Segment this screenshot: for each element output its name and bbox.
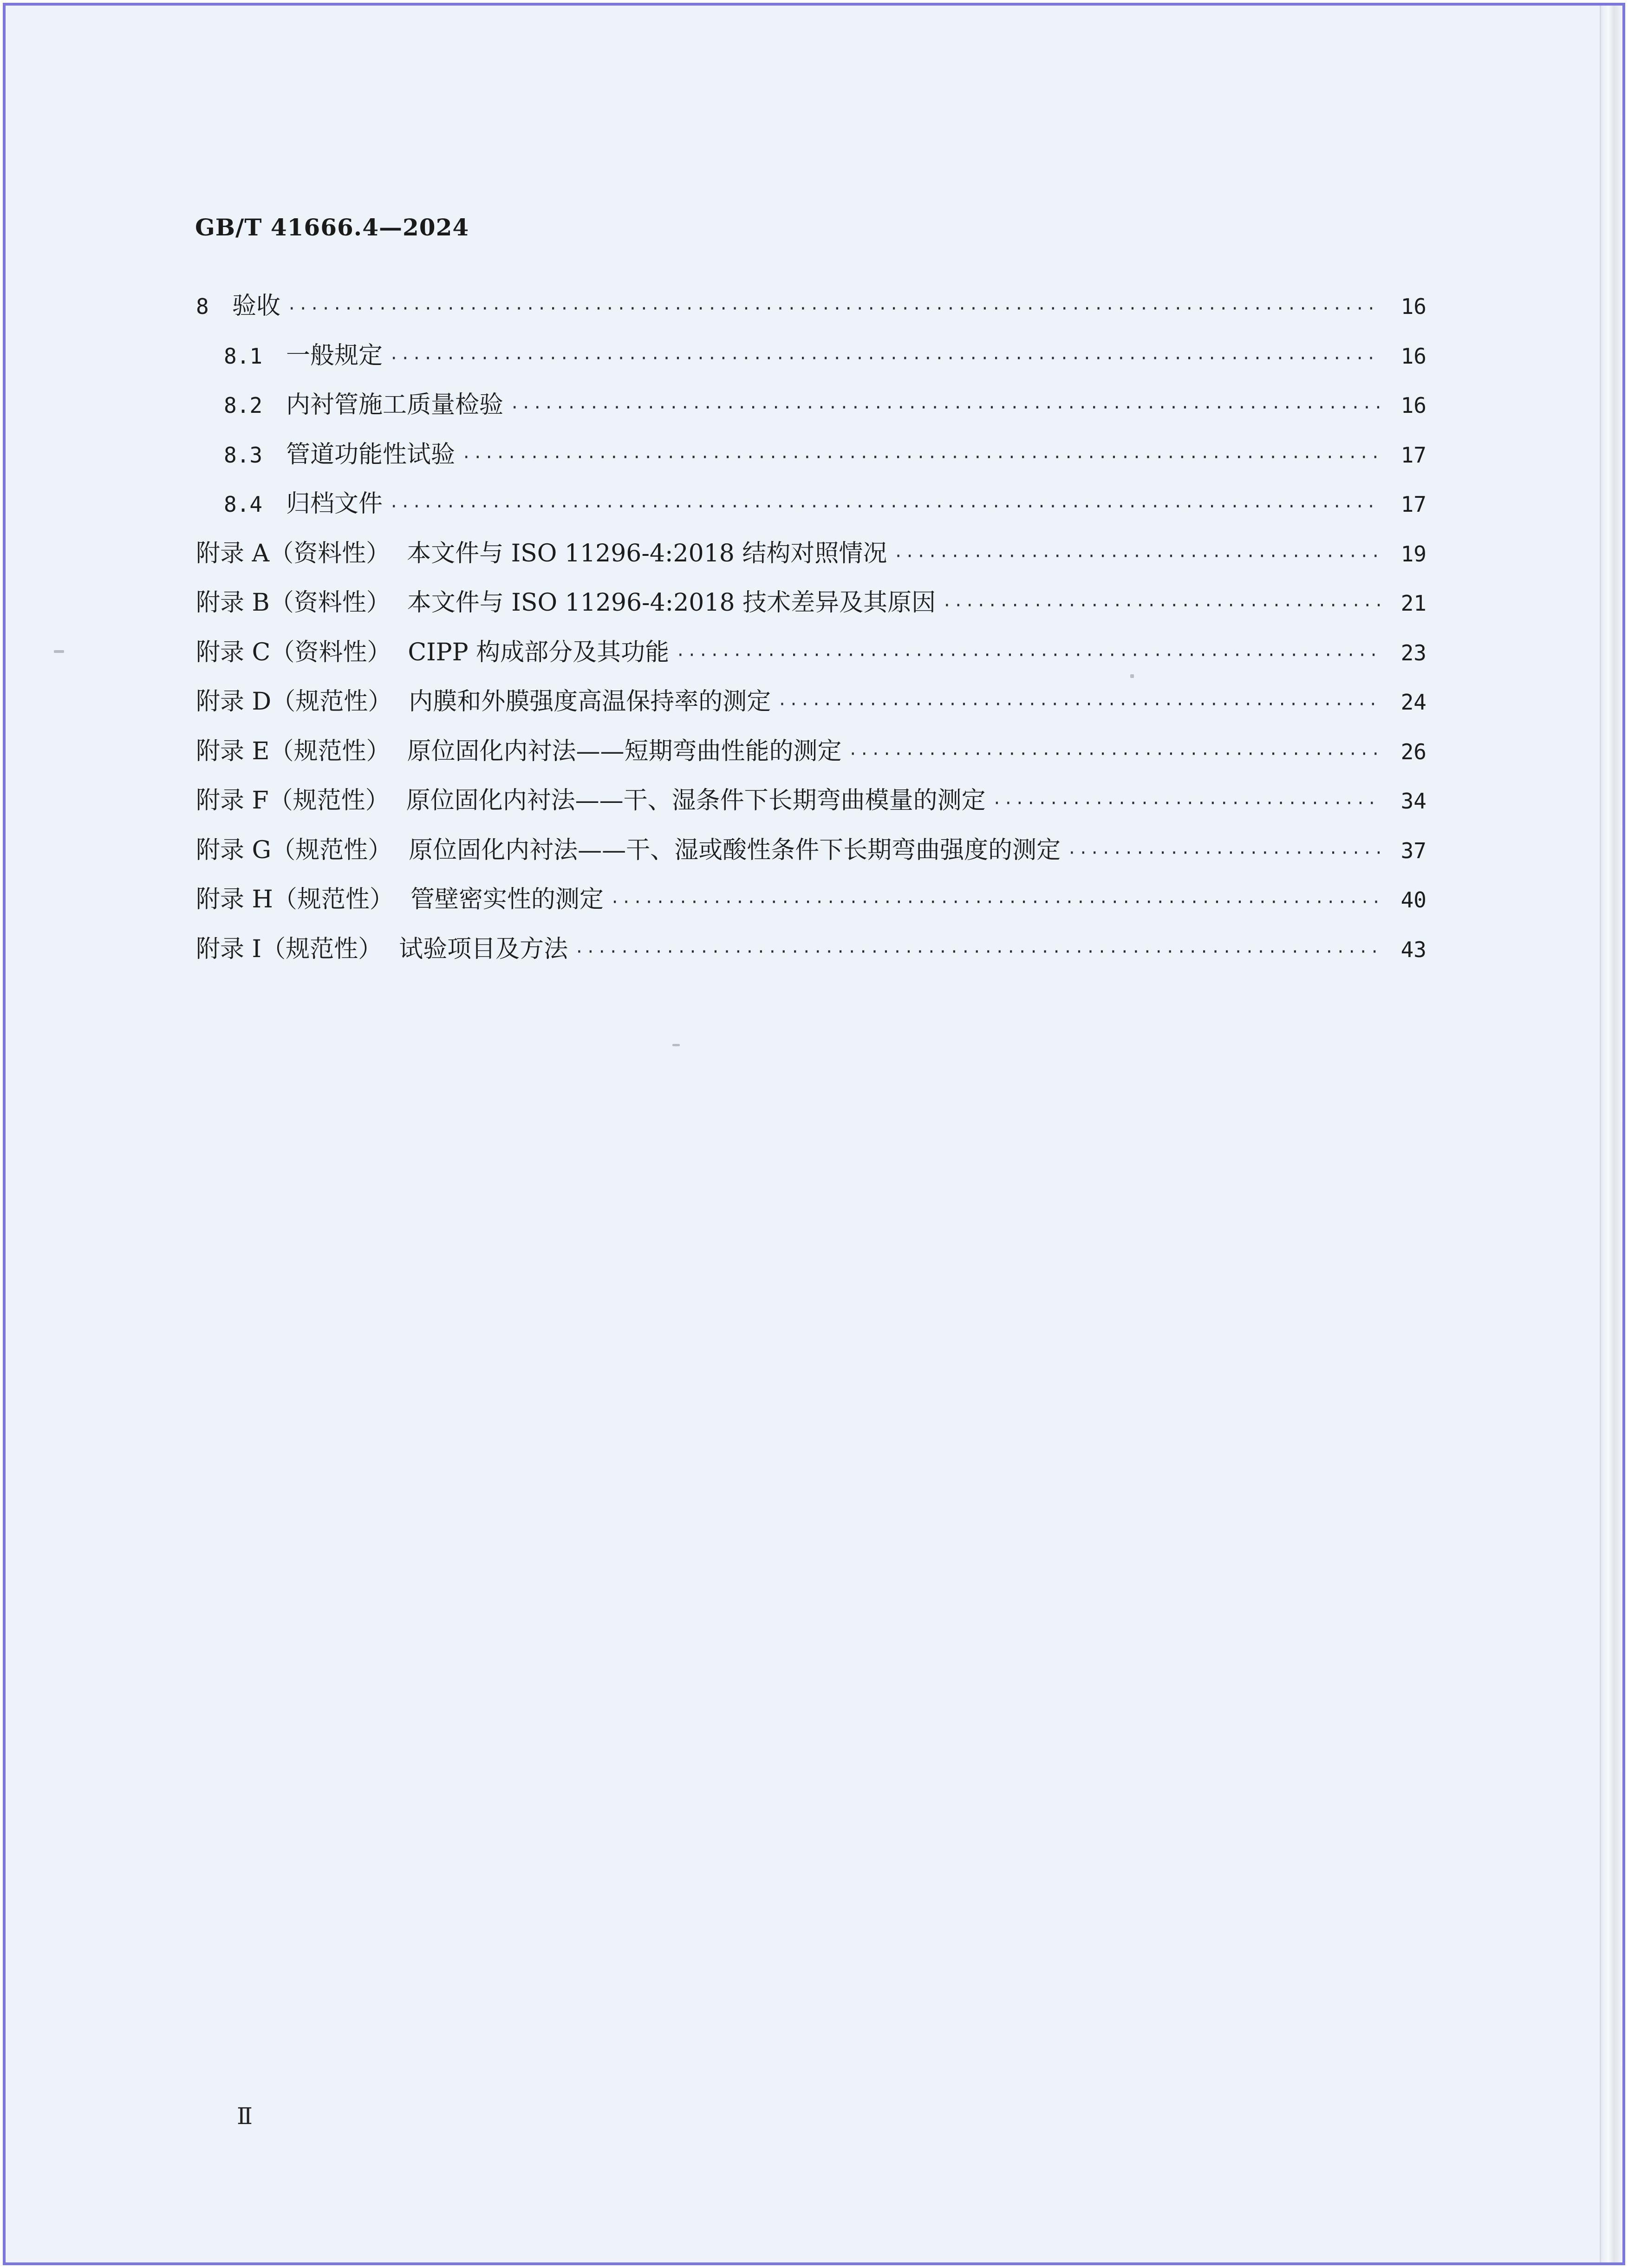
toc-entry-annex[interactable]	[196, 781, 1426, 830]
toc-annex-label: 附录 I（规范性）	[196, 935, 383, 963]
page-edge-shadow	[1600, 6, 1622, 2262]
toc-entry-page: 17	[1400, 492, 1426, 517]
toc-annex-label: 附录 G（规范性）	[196, 836, 392, 864]
toc-entry-page: 16	[1400, 294, 1426, 319]
toc-entry-page: 21	[1400, 591, 1426, 616]
toc-entry-title: 一般规定	[286, 341, 383, 370]
toc-leader-dots	[287, 300, 1381, 318]
toc-entry-title: 归档文件	[286, 490, 383, 518]
toc-entry-page: 34	[1400, 789, 1426, 814]
toc-entry-title: 验收	[232, 292, 281, 320]
toc-leader-dots	[676, 646, 1381, 665]
toc-entry-title: 试验项目及方法	[399, 935, 568, 963]
toc-annex-label: 附录 B（资料性）	[196, 589, 391, 617]
toc-entry[interactable]	[196, 385, 1426, 435]
toc-entry-annex[interactable]	[196, 534, 1426, 583]
scan-speck	[672, 1044, 680, 1046]
toc-entry-title: 本文件与 ISO 11296-4:2018 技术差异及其原因	[407, 589, 936, 617]
toc-leader-dots	[462, 448, 1381, 467]
toc-entry-title: 原位固化内衬法——干、湿条件下长期弯曲模量的测定	[406, 787, 986, 815]
toc-leader-dots	[389, 349, 1381, 368]
toc-annex-label: 附录 D（规范性）	[196, 688, 392, 716]
document-code-header: GB/T 41666.4—2024	[195, 214, 469, 241]
toc-entry-title: 管壁密实性的测定	[410, 886, 604, 913]
toc-annex-label: 附录 H（规范性）	[196, 886, 394, 913]
toc-annex-label: 附录 A（资料性）	[196, 539, 391, 567]
toc-annex-label: 附录 C（资料性）	[196, 638, 391, 666]
toc-leader-dots	[1067, 844, 1381, 862]
toc-entry-page: 23	[1400, 640, 1426, 665]
scan-speck	[1130, 674, 1134, 678]
toc-entry-title: 内衬管施工质量检验	[286, 391, 504, 419]
toc-leader-dots	[848, 745, 1381, 763]
toc-entry-title: 原位固化内衬法——干、湿或酸性条件下长期弯曲强度的测定	[409, 836, 1061, 864]
toc-entry-number: 8.3	[224, 442, 263, 468]
scan-speck	[54, 650, 64, 653]
toc-leader-dots	[610, 893, 1381, 912]
toc-entry-page: 26	[1400, 739, 1426, 764]
toc-entry-annex[interactable]	[196, 830, 1426, 880]
toc-entry[interactable]	[196, 286, 1426, 336]
toc-entry-number: 8.2	[224, 393, 263, 418]
toc-leader-dots	[992, 794, 1381, 813]
page-folio: Ⅱ	[237, 2103, 253, 2129]
toc-entry-page: 16	[1400, 343, 1426, 369]
toc-leader-dots	[510, 398, 1381, 417]
toc-entry[interactable]	[196, 336, 1426, 385]
toc-entry[interactable]	[196, 484, 1426, 534]
toc-entry-number: 8.4	[224, 492, 263, 517]
toc-entry-title: 内膜和外膜强度高温保持率的测定	[409, 688, 771, 716]
table-of-contents	[196, 286, 1426, 978]
document-page	[3, 3, 1625, 2265]
toc-entry-title: 管道功能性试验	[286, 440, 456, 469]
toc-entry-annex[interactable]	[196, 929, 1426, 979]
toc-leader-dots	[574, 943, 1381, 961]
toc-entry-page: 16	[1400, 393, 1426, 418]
toc-annex-label: 附录 F（规范性）	[196, 787, 390, 815]
toc-entry-annex[interactable]	[196, 731, 1426, 781]
toc-entry-page: 24	[1400, 690, 1426, 715]
toc-entry-annex[interactable]	[196, 583, 1426, 632]
toc-entry-page: 17	[1400, 442, 1426, 468]
toc-entry-annex[interactable]	[196, 682, 1426, 731]
toc-leader-dots	[777, 695, 1381, 714]
toc-entry-annex[interactable]	[196, 880, 1426, 929]
toc-entry-page: 19	[1400, 541, 1426, 567]
toc-entry-number: 8	[196, 294, 209, 319]
toc-entry-annex[interactable]	[196, 632, 1426, 682]
toc-entry-title: 本文件与 ISO 11296-4:2018 结构对照情况	[407, 539, 887, 567]
toc-entry-page: 40	[1400, 887, 1426, 912]
toc-entry-page: 43	[1400, 937, 1426, 962]
toc-entry-title: CIPP 构成部分及其功能	[408, 638, 670, 666]
toc-annex-label: 附录 E（规范性）	[196, 737, 391, 765]
toc-entry[interactable]	[196, 435, 1426, 484]
toc-entry-title: 原位固化内衬法——短期弯曲性能的测定	[407, 737, 842, 765]
toc-leader-dots	[893, 547, 1381, 566]
toc-leader-dots	[942, 596, 1381, 615]
toc-entry-number: 8.1	[224, 343, 263, 369]
toc-entry-page: 37	[1400, 838, 1426, 863]
toc-leader-dots	[389, 497, 1381, 516]
